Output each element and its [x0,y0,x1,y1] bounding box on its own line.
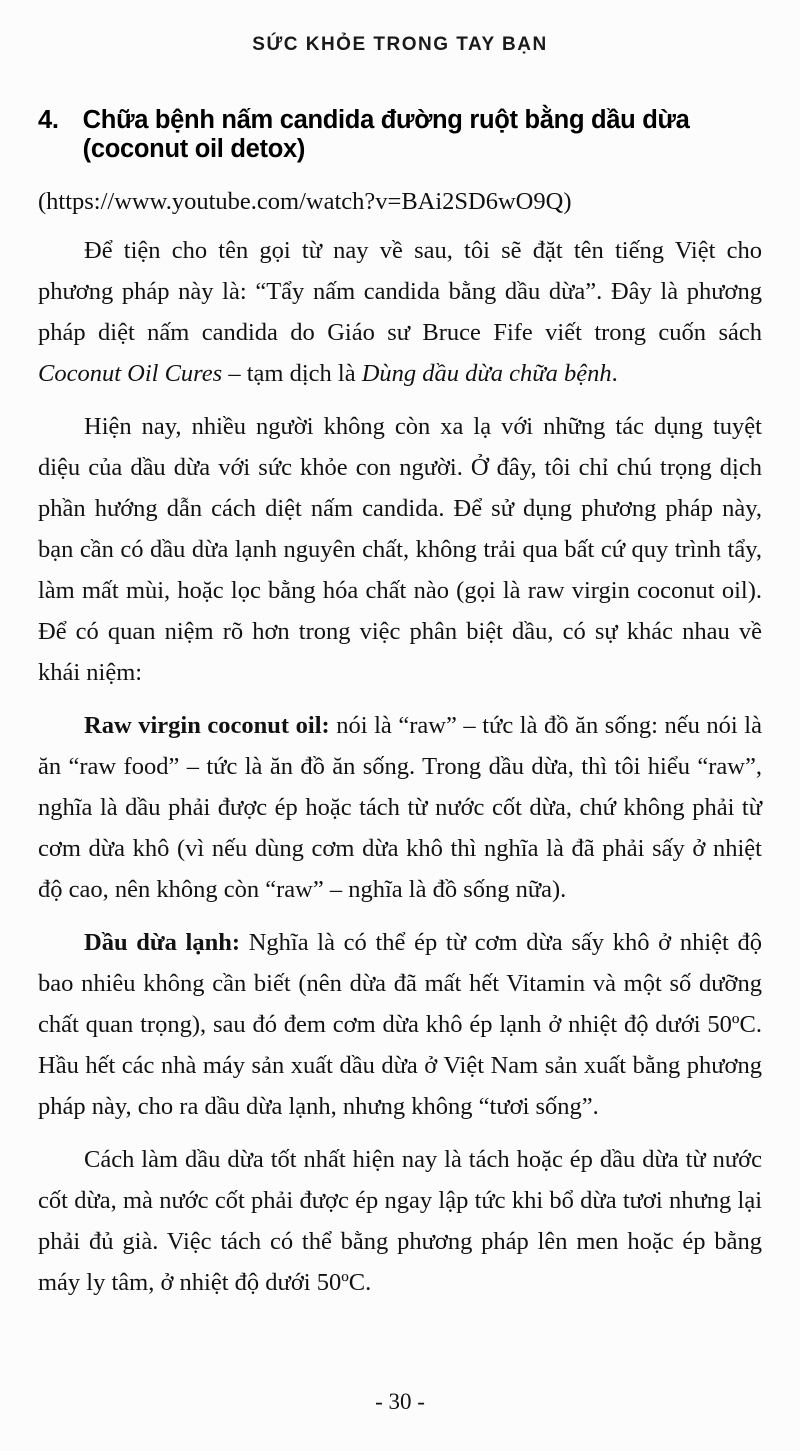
text-segment: . [611,360,618,387]
page-number: - 30 - [375,1389,425,1414]
text-segment: Cách làm dầu dừa tốt nhất hiện nay là tách hoặc ép dầu dừa từ nước cốt dừa, mà nước cốt phải được ép ngay lập tức khi bổ dừa tươi nhưng lại phải đủ già. Việc tách có thể bằng phương pháp lên men hoặc ép bằng máy ly tâm, ở nhiệt độ dưới 50ºC. [38,1146,762,1296]
text-segment: Nghĩa là có thể ép từ cơm dừa sấy khô ở nhiệt độ bao nhiêu không cần biết (nên dừa đã mất hết Vitamin và một số dưỡng chất quan trọng), sau đó đem cơm dừa khô ép lạnh ở nhiệt độ dưới 50ºC. Hầu hết các nhà máy sản xuất dầu dừa ở Việt Nam sản xuất bằng phương pháp này, cho ra dầu dừa lạnh, nhưng không “tươi sống”. [38,929,762,1120]
text-segment: Hiện nay, nhiều người không còn xa lạ với những tác dụng tuyệt diệu của dầu dừa với sức khỏe con người. Ở đây, tôi chỉ chú trọng dịch phần hướng dẫn cách diệt nấm candida. Để sử dụng phương pháp này, bạn cần có dầu dừa lạnh nguyên chất, không trải qua bất cứ quy trình tẩy, làm mất mùi, hoặc lọc bằng hóa chất nào (gọi là raw virgin coconut oil). Để có quan niệm rõ hơn trong việc phân biệt dầu, có sự khác nhau về khái niệm: [38,413,762,686]
paragraph [38,230,762,394]
text-segment: Raw virgin coconut oil: [84,712,330,739]
text-segment: nói là “raw” – tức là đồ ăn sống: nếu nói là ăn “raw food” – tức là ăn đồ ăn sống. Trong dầu dừa, thì tôi hiểu “raw”, nghĩa là dầu phải được ép hoặc tách từ nước cốt dừa, chứ không phải từ cơm dừa khô (vì nếu dùng cơm dừa khô thì nghĩa là đã phải sấy ở nhiệt độ cao, nên không còn “raw” – nghĩa là đồ sống nữa). [38,712,762,903]
paragraph [38,406,762,693]
paragraph [38,1139,762,1303]
text-segment: Để tiện cho tên gọi từ nay về sau, tôi sẽ đặt tên tiếng Việt cho phương pháp này là: “Tẩy nấm candida bằng dầu dừa”. Đây là phương pháp diệt nấm candida do Giáo sư Bruce Fife viết trong cuốn sách [38,237,762,346]
text-segment: Dầu dừa lạnh: [84,929,241,956]
text-segment: Coconut Oil Cures [38,360,223,387]
running-header: SỨC KHỎE TRONG TAY BẠN [252,34,548,55]
page-content [0,106,800,1303]
text-segment: – tạm dịch là [222,360,362,387]
section-number: 4. [38,106,59,134]
text-segment: Dùng dầu dừa chữa bệnh [361,360,612,387]
paragraph [38,705,762,910]
section-heading [38,106,762,164]
paragraph [38,922,762,1127]
youtube-link-text: (https://www.youtube.com/watch?v=BAi2SD6wO9Q) [38,188,572,215]
paragraphs [38,230,762,1303]
section-title: Chữa bệnh nấm candida đường ruột bằng dầu dừa (coconut oil detox) [82,106,690,163]
